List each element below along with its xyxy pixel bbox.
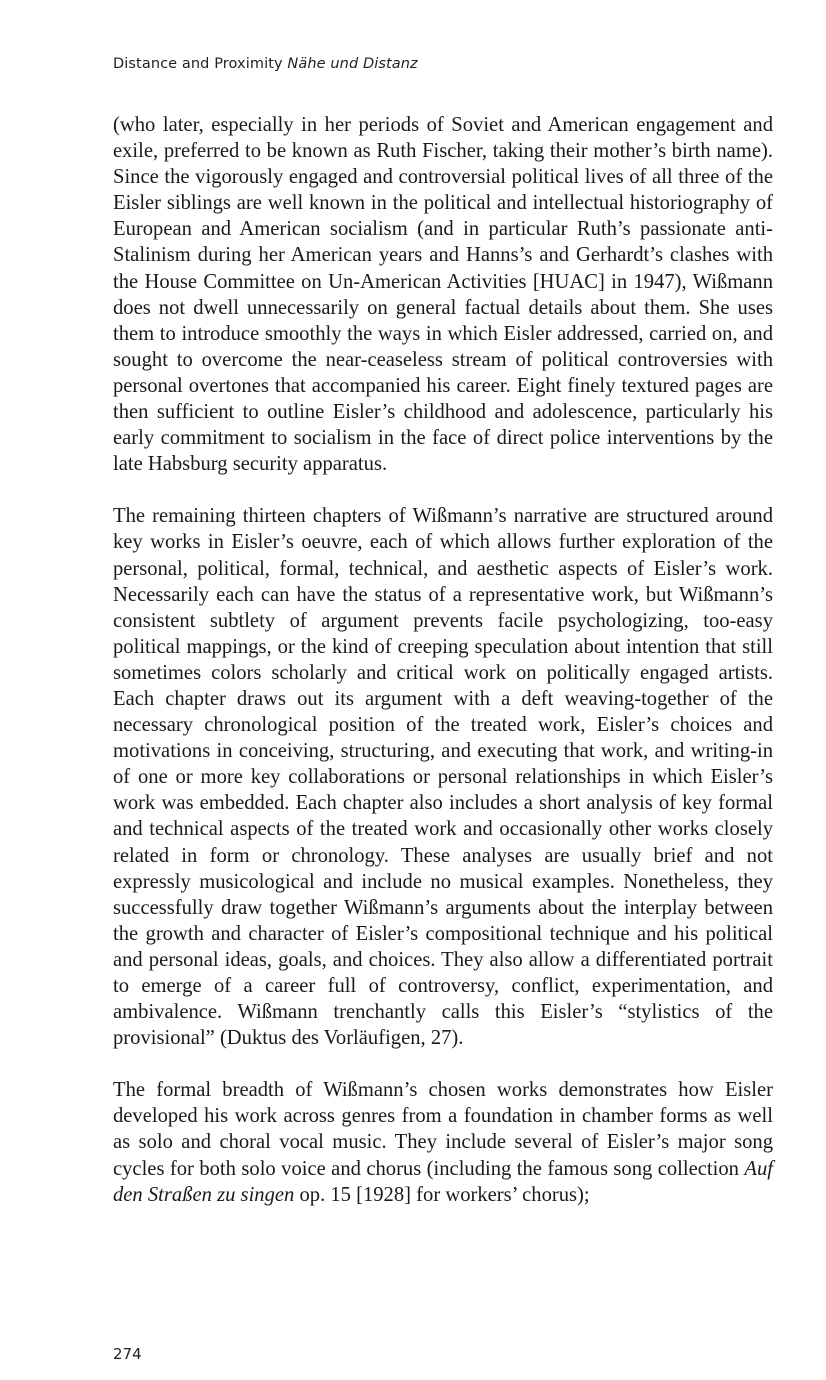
paragraph-3 xyxy=(113,1077,773,1207)
body-text xyxy=(113,112,773,1208)
running-head-title: Distance and Proximity xyxy=(113,56,283,72)
paragraph-2: The remaining thirteen chapters of Wißmann’s narrative are structured around key works in Eisler’s oeuvre, each of which allows further exploration of the personal, political, formal, technical, and aesthetic aspects of Eisler’s work. Necessarily each can have the status of a representative work, but Wißmann’s consistent subtlety of argument prevents facile psychologizing, too-easy political mappings, or the kind of creeping speculation about intention that still sometimes colors scholarly and critical work on politically engaged artists. Each chapter draws out its argument with a deft weaving-together of the necessary chronological position of the treated work, Eisler’s choices and motivations in conceiving, structuring, and executing that work, and writing-in of one or more key collaborations or personal relationships in which Eisler’s work was embedded. Each chapter also includes a short analysis of key formal and technical aspects of the treated work and occasionally other works closely related in form or chronology. These analyses are usually brief and not expressly musicological and include no musical examples. Nonetheless, they successfully draw together Wißmann’s arguments about the interplay between the growth and character of Eisler’s compositional technique and his political and personal ideas, goals, and choices. They also allow a differentiated portrait to emerge of a career full of controversy, conflict, experimentation, and ambivalence. Wißmann trenchantly calls this Eisler’s “stylistics of the provisional” (Duktus des Vorläufigen, 27). xyxy=(113,505,773,1050)
running-head xyxy=(113,56,418,72)
paragraph-3-italic-title: Auf den Straßen zu singen xyxy=(113,1157,773,1206)
page-number: 274 xyxy=(113,1345,142,1363)
paragraph-3-text-after: op. 15 [1928] for workers’ chorus); xyxy=(294,1183,590,1206)
running-head-title-italic: Nähe und Distanz xyxy=(287,56,418,72)
paragraph-1: (who later, especially in her periods of Soviet and American engagement and exile, preferred to be known as Ruth Fischer, taking their mother’s birth name). Since the vigorously engaged and controversial political lives of all three of the Eisler siblings are well known in the political and intellectual historiography of European and American socialism (and in particular Ruth’s passionate anti-Stalinism during her American years and Hanns’s and Gerhardt’s clashes with the House Committee on Un-American Activities [HUAC] in 1947), Wißmann does not dwell unnecessarily on general factual details about them. She uses them to introduce smoothly the ways in which Eisler addressed, carried on, and sought to overcome the near-ceaseless stream of political controversies with personal overtones that accompanied his career. Eight finely textured pages are then sufficient to outline Eisler’s childhood and adolescence, particularly his early commitment to socialism in the face of direct police interventions by the late Habsburg security apparatus. xyxy=(113,114,773,476)
paragraph-3-text-before: The formal breadth of Wißmann’s chosen works demonstrates how Eisler developed his work across genres from a foundation in chamber forms as well as solo and choral vocal music. They include several of Eisler’s major song cycles for both solo voice and chorus (including the famous song collection xyxy=(113,1079,773,1180)
